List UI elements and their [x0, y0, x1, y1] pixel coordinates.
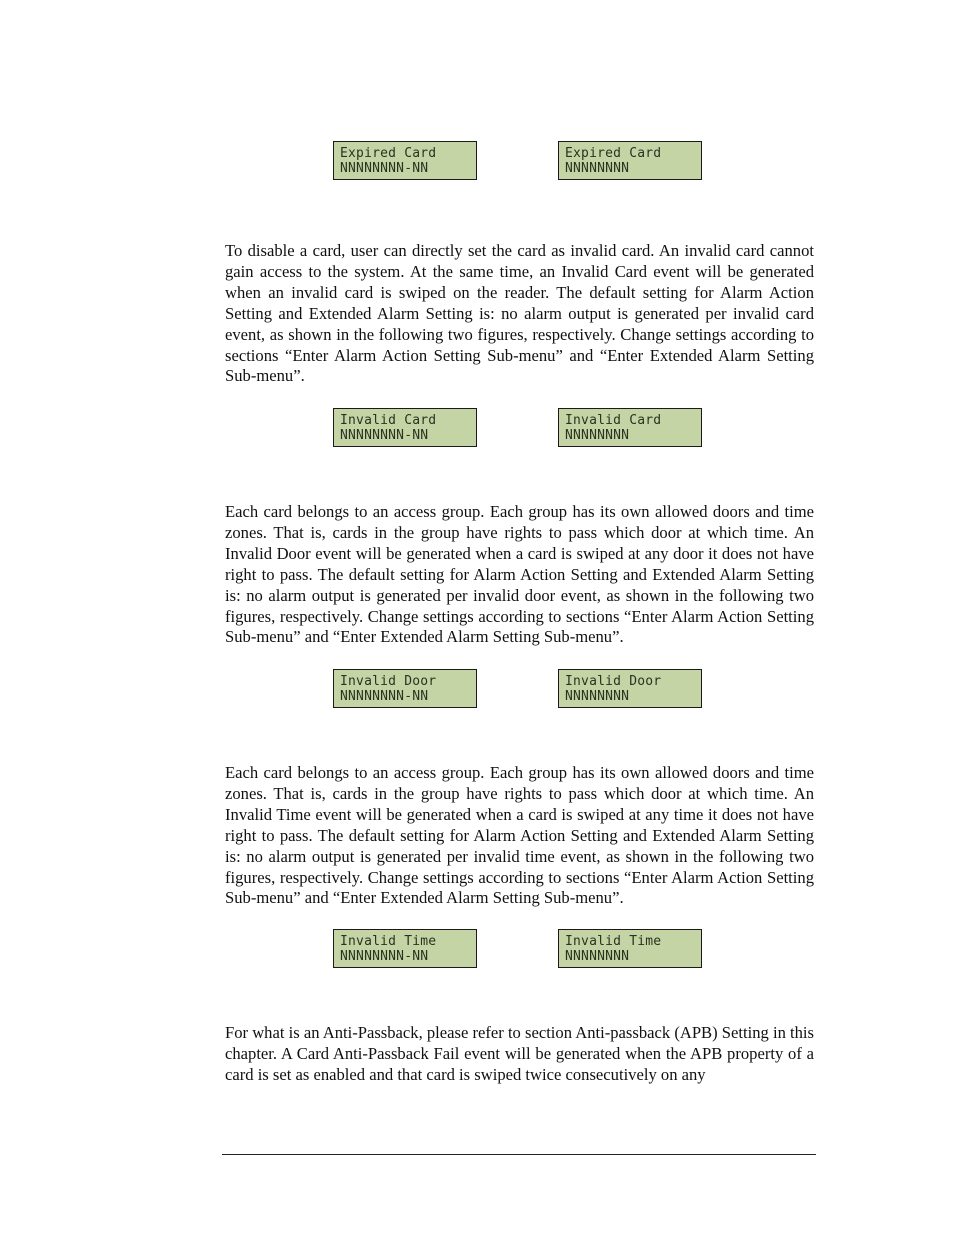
lcd-line-2: NNNNNNNN-NN	[340, 428, 429, 443]
lcd-display-invalid-card-with-suffix	[333, 408, 477, 447]
lcd-display-invalid-time	[558, 929, 702, 968]
paragraph-invalid-time: Each card belongs to an access group. Each group has its own allowed doors and time zones. That is, cards in the group have rights to pass which door at which time. An Invalid Time event will be generated when a card is swiped at any time it does not have right to pass. The default setting for Alarm Action Setting and Extended Alarm Setting is: no alarm output is generated per invalid time event, as shown in the following two figures, respectively. Change settings according to sections “Enter Alarm Action Setting Sub-menu” and “Enter Extended Alarm Setting Sub-menu”.	[225, 763, 814, 908]
lcd-line-2: NNNNNNNN	[565, 428, 630, 443]
lcd-line-1: Invalid Time	[565, 934, 662, 949]
lcd-line-1: Expired Card	[340, 146, 437, 161]
lcd-line-1: Invalid Card	[565, 413, 662, 428]
lcd-display-invalid-door-with-suffix	[333, 669, 477, 708]
paragraph-invalid-door: Each card belongs to an access group. Each group has its own allowed doors and time zones. That is, cards in the group have rights to pass which door at which time. An Invalid Door event will be generated when a card is swiped at any door it does not have right to pass. The default setting for Alarm Action Setting and Extended Alarm Setting is: no alarm output is generated per invalid door event, as shown in the following two figures, respectively. Change settings according to sections “Enter Alarm Action Setting Sub-menu” and “Enter Extended Alarm Setting Sub-menu”.	[225, 502, 814, 647]
lcd-line-1: Invalid Door	[340, 674, 437, 689]
paragraph-anti-passback: For what is an Anti-Passback, please refer to section Anti-passback (APB) Setting in this chapter. A Card Anti-Passback Fail event will be generated when the APB property of a card is set as enabled and that card is swiped twice consecutively on any	[225, 1023, 814, 1084]
lcd-line-1: Invalid Card	[340, 413, 437, 428]
footer-divider	[222, 1154, 816, 1155]
lcd-display-expired-card-with-suffix	[333, 141, 477, 180]
lcd-line-1: Invalid Door	[565, 674, 662, 689]
lcd-line-2: NNNNNNNN-NN	[340, 161, 429, 176]
lcd-display-invalid-door	[558, 669, 702, 708]
lcd-display-expired-card	[558, 141, 702, 180]
lcd-display-invalid-card	[558, 408, 702, 447]
lcd-line-2: NNNNNNNN-NN	[340, 689, 429, 704]
lcd-line-2: NNNNNNNN	[565, 949, 630, 964]
lcd-display-invalid-time-with-suffix	[333, 929, 477, 968]
lcd-line-1: Invalid Time	[340, 934, 437, 949]
lcd-line-1: Expired Card	[565, 146, 662, 161]
lcd-line-2: NNNNNNNN	[565, 689, 630, 704]
lcd-line-2: NNNNNNNN-NN	[340, 949, 429, 964]
lcd-line-2: NNNNNNNN	[565, 161, 630, 176]
paragraph-invalid-card: To disable a card, user can directly set the card as invalid card. An invalid card cannot gain access to the system. At the same time, an Invalid Card event will be generated when an invalid card is swiped on the reader. The default setting for Alarm Action Setting and Extended Alarm Setting is: no alarm output is generated per invalid card event, as shown in the following two figures, respectively. Change settings according to sections “Enter Alarm Action Setting Sub-menu” and “Enter Extended Alarm Setting Sub-menu”.	[225, 241, 814, 386]
